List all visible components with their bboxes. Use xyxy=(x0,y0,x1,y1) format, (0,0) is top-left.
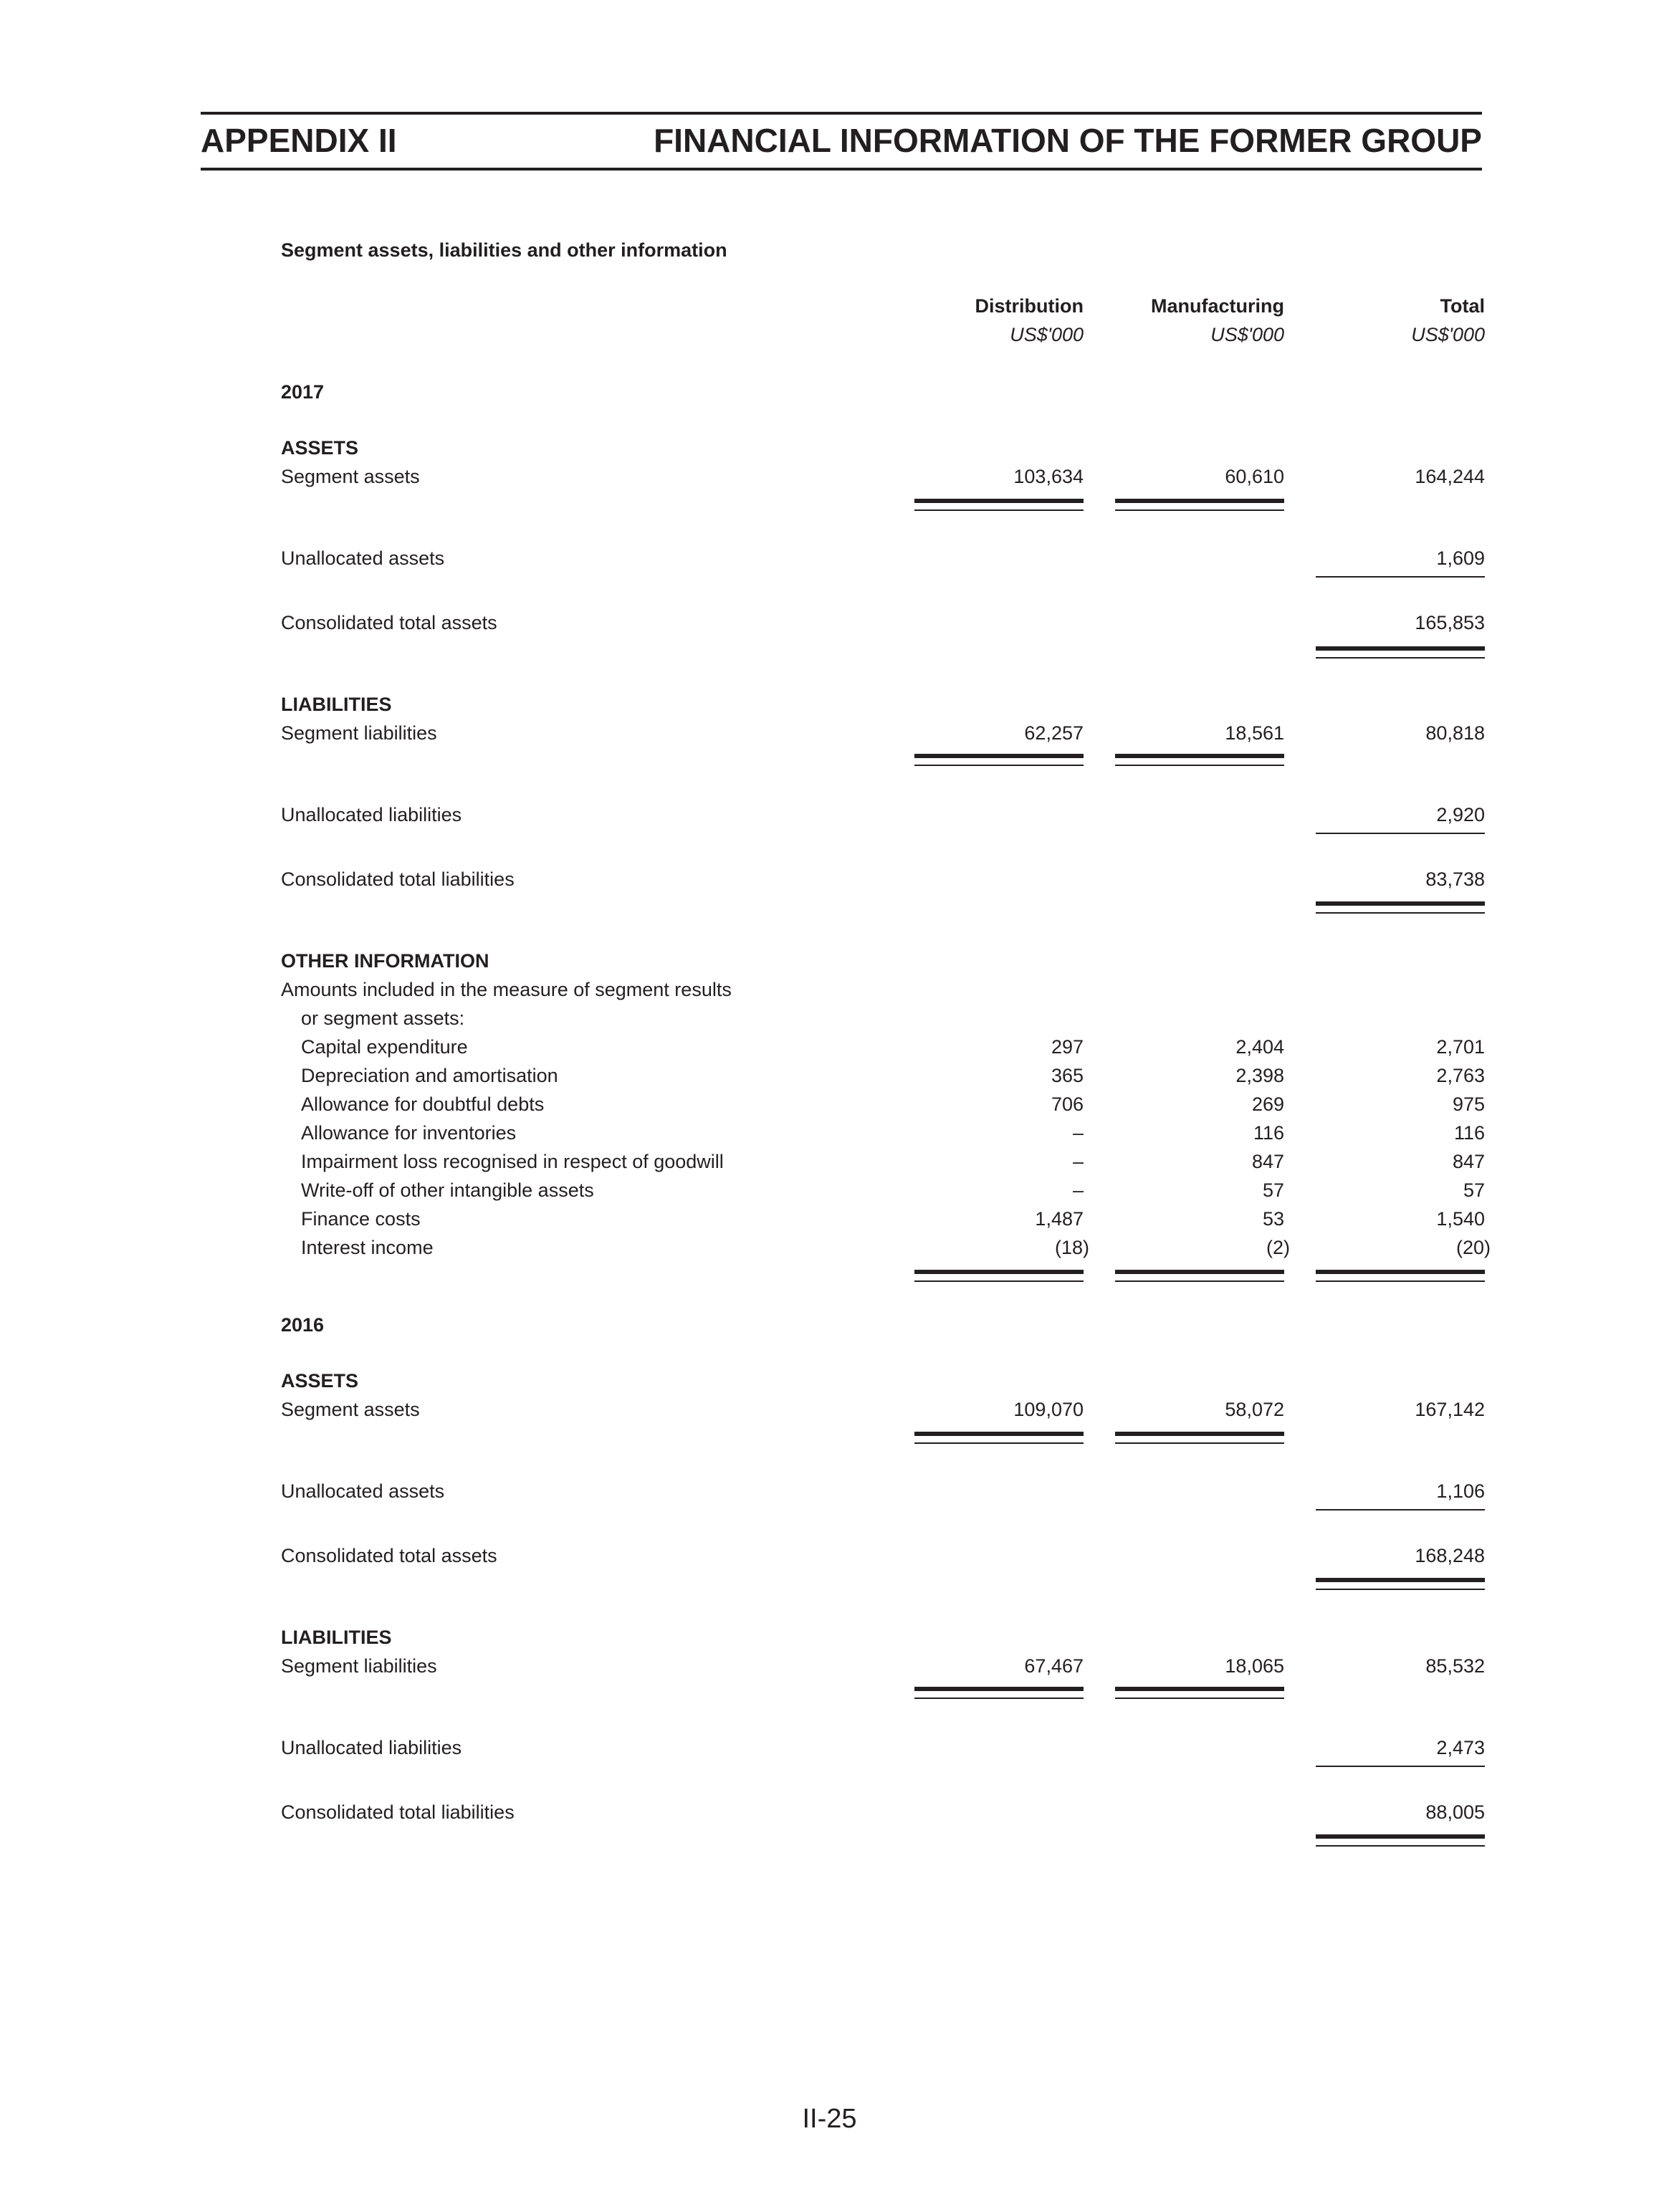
double-underline xyxy=(1316,646,1485,659)
segment-assets-total-2017: 164,244 xyxy=(1415,466,1485,487)
segment-assets-distribution-2016: 109,070 xyxy=(1013,1399,1084,1420)
double-underline xyxy=(1316,1578,1485,1590)
other-item-distribution: – xyxy=(1072,1122,1084,1144)
other-item-total: 57 xyxy=(1463,1179,1485,1201)
double-underline xyxy=(914,754,1084,766)
single-underline xyxy=(1316,576,1485,578)
other-item-manufacturing: (2) xyxy=(1266,1237,1290,1258)
double-underline xyxy=(1115,1270,1284,1282)
other-item-total: 1,540 xyxy=(1436,1208,1485,1230)
other-information-intro-cont: or segment assets: xyxy=(301,1007,465,1029)
single-underline xyxy=(1316,1766,1485,1767)
consolidated-total-assets-total-2017: 165,853 xyxy=(1415,612,1485,633)
column-unit-manufacturing: US$'000 xyxy=(1210,324,1284,345)
other-item-manufacturing: 269 xyxy=(1251,1093,1284,1115)
other-item-total: 2,701 xyxy=(1436,1036,1485,1058)
double-underline xyxy=(914,1270,1084,1282)
double-underline xyxy=(1115,499,1284,511)
segment-liabilities-distribution-2017: 62,257 xyxy=(1024,722,1084,744)
consolidated-total-liabilities-label-2016: Consolidated total liabilities xyxy=(281,1801,515,1823)
other-item-label: Capital expenditure xyxy=(301,1036,468,1058)
other-item-label: Allowance for inventories xyxy=(301,1122,517,1144)
double-underline xyxy=(1115,1687,1284,1699)
double-underline xyxy=(1115,1432,1284,1444)
other-item-total: (20) xyxy=(1455,1237,1491,1258)
consolidated-total-liabilities-total-2017: 83,738 xyxy=(1425,868,1485,890)
unallocated-assets-label-2017: Unallocated assets xyxy=(281,547,445,569)
other-item-total: 116 xyxy=(1453,1122,1485,1144)
double-underline xyxy=(914,1432,1084,1444)
double-underline xyxy=(914,499,1084,511)
consolidated-total-assets-label-2016: Consolidated total assets xyxy=(281,1545,497,1566)
segment-liabilities-manufacturing-2016: 18,065 xyxy=(1225,1655,1284,1677)
segment-assets-manufacturing-2017: 60,610 xyxy=(1225,466,1284,487)
header-rule-bottom xyxy=(201,168,1482,171)
other-item-manufacturing: 57 xyxy=(1262,1179,1284,1201)
double-underline xyxy=(1316,1270,1485,1282)
year-heading-2017: 2017 xyxy=(281,381,325,403)
segment-liabilities-total-2017: 80,818 xyxy=(1425,722,1485,744)
other-item-total: 847 xyxy=(1452,1151,1485,1172)
segment-assets-distribution-2017: 103,634 xyxy=(1013,466,1084,487)
unallocated-liabilities-total-2016: 2,473 xyxy=(1436,1737,1485,1758)
unallocated-liabilities-label-2016: Unallocated liabilities xyxy=(281,1737,462,1758)
segment-assets-label-2017: Segment assets xyxy=(281,466,420,487)
segment-assets-label-2016: Segment assets xyxy=(281,1399,420,1420)
other-item-distribution: – xyxy=(1072,1151,1084,1172)
segment-assets-manufacturing-2016: 58,072 xyxy=(1225,1399,1284,1420)
other-item-label: Allowance for doubtful debts xyxy=(301,1093,545,1115)
other-item-manufacturing: 53 xyxy=(1262,1208,1284,1230)
assets-heading-2017: ASSETS xyxy=(281,437,359,459)
other-item-distribution: 297 xyxy=(1051,1036,1084,1058)
other-item-distribution: (18) xyxy=(1054,1237,1089,1258)
unallocated-assets-total-2016: 1,106 xyxy=(1436,1480,1485,1502)
column-unit-distribution: US$'000 xyxy=(1010,324,1084,345)
year-heading-2016: 2016 xyxy=(281,1314,325,1336)
consolidated-total-liabilities-label-2017: Consolidated total liabilities xyxy=(281,868,515,890)
other-item-label: Impairment loss recognised in respect of goodwill xyxy=(301,1151,724,1172)
segment-liabilities-distribution-2016: 67,467 xyxy=(1024,1655,1084,1677)
consolidated-total-assets-label-2017: Consolidated total assets xyxy=(281,612,497,633)
appendix-label: APPENDIX II xyxy=(201,122,397,159)
single-underline xyxy=(1316,1509,1485,1510)
single-underline xyxy=(1316,833,1485,834)
section-title: Segment assets, liabilities and other information xyxy=(281,239,727,261)
other-item-total: 2,763 xyxy=(1436,1065,1485,1086)
double-underline xyxy=(1316,901,1485,914)
other-item-total: 975 xyxy=(1452,1093,1485,1115)
other-item-distribution: 1,487 xyxy=(1035,1208,1084,1230)
segment-assets-total-2016: 167,142 xyxy=(1415,1399,1485,1420)
column-unit-total: US$'000 xyxy=(1411,324,1485,345)
liabilities-heading-2016: LIABILITIES xyxy=(281,1627,392,1648)
other-item-distribution: – xyxy=(1072,1179,1084,1201)
header-rule-top xyxy=(201,112,1482,115)
other-item-distribution: 365 xyxy=(1051,1065,1084,1086)
unallocated-liabilities-total-2017: 2,920 xyxy=(1436,804,1485,825)
other-item-distribution: 706 xyxy=(1051,1093,1084,1115)
other-item-manufacturing: 2,404 xyxy=(1235,1036,1284,1058)
consolidated-total-assets-total-2016: 168,248 xyxy=(1415,1545,1485,1566)
column-header-manufacturing: Manufacturing xyxy=(1151,295,1284,317)
segment-liabilities-label-2016: Segment liabilities xyxy=(281,1655,437,1677)
double-underline xyxy=(1115,754,1284,766)
other-information-intro: Amounts included in the measure of segment results xyxy=(281,979,732,1000)
other-item-label: Depreciation and amortisation xyxy=(301,1065,558,1086)
liabilities-heading-2017: LIABILITIES xyxy=(281,694,392,715)
other-item-label: Finance costs xyxy=(301,1208,421,1230)
double-underline xyxy=(1316,1834,1485,1847)
page-number: II-25 xyxy=(802,2104,857,2134)
other-item-label: Write-off of other intangible assets xyxy=(301,1179,594,1201)
assets-heading-2016: ASSETS xyxy=(281,1370,359,1392)
unallocated-assets-total-2017: 1,609 xyxy=(1436,547,1485,569)
segment-liabilities-total-2016: 85,532 xyxy=(1425,1655,1485,1677)
page-header-title: FINANCIAL INFORMATION OF THE FORMER GROUP xyxy=(654,122,1482,159)
other-item-label: Interest income xyxy=(301,1237,434,1258)
segment-liabilities-label-2017: Segment liabilities xyxy=(281,722,437,744)
unallocated-liabilities-label-2017: Unallocated liabilities xyxy=(281,804,462,825)
column-header-total: Total xyxy=(1440,295,1485,317)
other-information-heading: OTHER INFORMATION xyxy=(281,950,489,972)
column-header-distribution: Distribution xyxy=(975,295,1084,317)
other-item-manufacturing: 116 xyxy=(1253,1122,1284,1144)
other-item-manufacturing: 2,398 xyxy=(1235,1065,1284,1086)
consolidated-total-liabilities-total-2016: 88,005 xyxy=(1425,1801,1485,1823)
segment-liabilities-manufacturing-2017: 18,561 xyxy=(1225,722,1284,744)
double-underline xyxy=(914,1687,1084,1699)
unallocated-assets-label-2016: Unallocated assets xyxy=(281,1480,445,1502)
other-item-manufacturing: 847 xyxy=(1251,1151,1284,1172)
